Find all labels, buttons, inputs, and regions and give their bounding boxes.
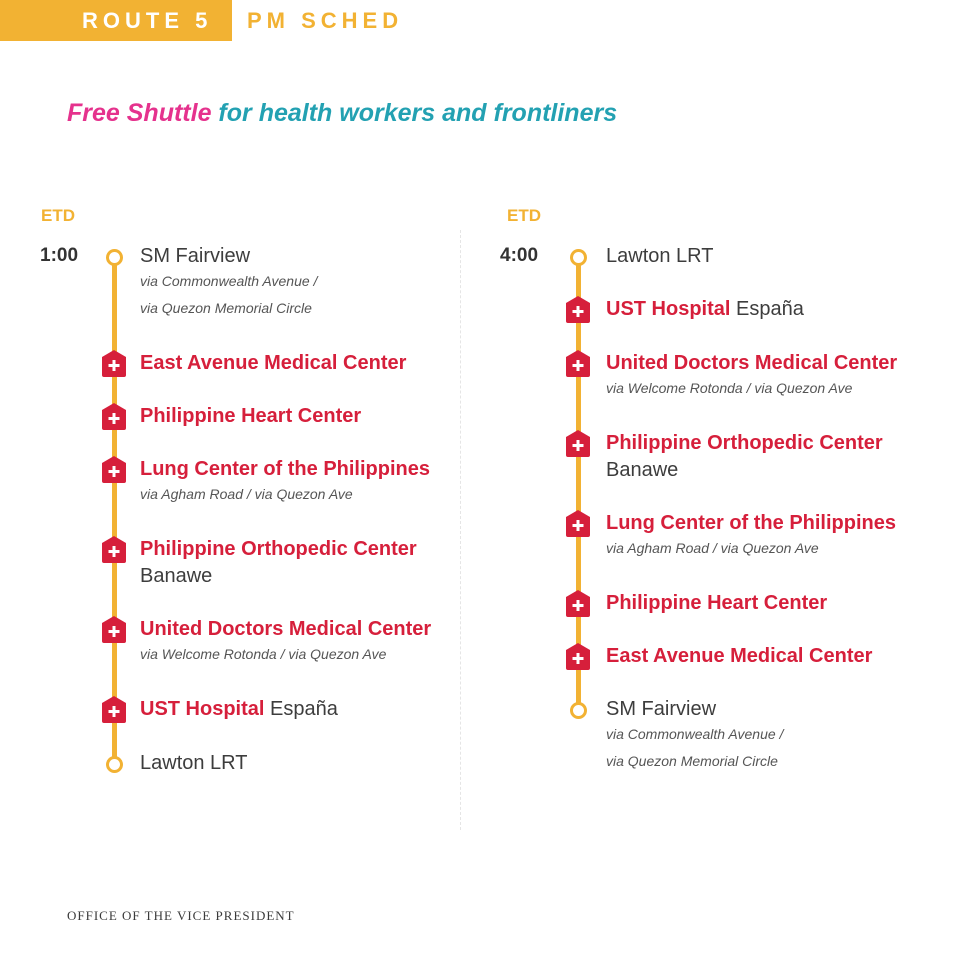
subtitle-rest: for health workers and frontliners (211, 99, 618, 127)
page-subtitle (67, 99, 617, 128)
hospital-name: UST Hospital (606, 298, 731, 320)
hospital-icon (566, 590, 590, 622)
schedule-label: PM SCHED (247, 7, 404, 33)
route-note: via Commonwealth Avenue / (606, 726, 784, 742)
route-note: via Welcome Rotonda / via Quezon Ave (140, 646, 387, 662)
stop-location: Banawe (140, 565, 213, 587)
route-note: via Agham Road / via Quezon Ave (606, 540, 819, 556)
stop-name-line (140, 404, 361, 428)
stop-name-line (606, 697, 783, 721)
hospital-name: East Avenue Medical Center (140, 352, 407, 374)
terminal-stop-icon (106, 249, 123, 266)
hospital-icon (566, 350, 590, 382)
hospital-icon (102, 456, 126, 488)
route-header (0, 0, 403, 41)
route-note: via Quezon Memorial Circle (140, 300, 312, 316)
stop-name-line (606, 297, 804, 321)
hospital-icon (102, 616, 126, 648)
stop-name-line (140, 751, 247, 775)
stop-name-line (606, 644, 872, 668)
stop-location: España (730, 298, 804, 320)
hospital-icon (102, 403, 126, 435)
hospital-name: Lung Center of the Philippines (140, 458, 430, 480)
hospital-icon (102, 696, 126, 728)
stop-item (140, 537, 417, 588)
stop-name-line (606, 511, 896, 535)
stop-name-line (606, 591, 827, 615)
stop-item (140, 404, 361, 428)
route-label: ROUTE 5 (0, 0, 232, 41)
station-name: Lawton LRT (140, 752, 248, 774)
stop-location: Banawe (606, 459, 679, 481)
stop-item (140, 457, 430, 505)
stop-item (606, 591, 827, 615)
stop-name-line (140, 537, 417, 561)
route-line (112, 257, 117, 764)
station-name: SM Fairview (140, 245, 251, 267)
column-divider (460, 230, 461, 830)
etd-label: ETD (41, 206, 75, 225)
stop-item (140, 617, 431, 665)
etd-label: ETD (507, 206, 541, 225)
stop-item (606, 644, 872, 668)
route-note: via Commonwealth Avenue / (140, 273, 318, 289)
stop-item (606, 351, 897, 399)
stop-name-line (140, 617, 431, 641)
departure-time: 4:00 (500, 245, 539, 266)
route-note: via Quezon Memorial Circle (606, 753, 778, 769)
subtitle-highlight: Free Shuttle (67, 99, 212, 127)
hospital-name: Lung Center of the Philippines (606, 512, 896, 534)
hospital-icon (566, 643, 590, 675)
hospital-icon (102, 350, 126, 382)
hospital-icon (566, 430, 590, 462)
hospital-icon (566, 510, 590, 542)
hospital-name: United Doctors Medical Center (140, 618, 432, 640)
departure-time: 1:00 (40, 245, 79, 266)
stop-name-line (606, 351, 897, 375)
route-note: via Agham Road / via Quezon Ave (140, 486, 353, 502)
stop-item (606, 697, 783, 775)
stop-name-line (606, 431, 883, 455)
route-note: via Welcome Rotonda / via Quezon Ave (606, 380, 853, 396)
hospital-name: Philippine Orthopedic Center (140, 538, 417, 560)
stop-item (606, 431, 883, 482)
stop-item (140, 244, 317, 322)
stop-item (606, 511, 896, 559)
footer-credit: OFFICE OF THE VICE PRESIDENT (67, 908, 295, 923)
stop-name-line (140, 244, 317, 268)
stop-name-line (140, 351, 406, 375)
hospital-name: Philippine Heart Center (606, 592, 828, 614)
station-name: SM Fairview (606, 698, 717, 720)
stop-name-line (606, 244, 713, 268)
hospital-name: UST Hospital (140, 698, 265, 720)
station-name: Lawton LRT (606, 245, 714, 267)
hospital-name: Philippine Heart Center (140, 405, 362, 427)
stop-location: España (264, 698, 338, 720)
stop-item (140, 751, 247, 775)
hospital-name: Philippine Orthopedic Center (606, 432, 883, 454)
terminal-stop-icon (570, 249, 587, 266)
hospital-icon (566, 296, 590, 328)
stop-item (606, 297, 804, 321)
stop-name-line (140, 697, 338, 721)
stop-item (606, 244, 713, 268)
hospital-name: United Doctors Medical Center (606, 352, 898, 374)
hospital-icon (102, 536, 126, 568)
terminal-stop-icon (106, 756, 123, 773)
stop-item (140, 351, 406, 375)
hospital-name: East Avenue Medical Center (606, 645, 873, 667)
stop-item (140, 697, 338, 721)
stop-name-line (140, 457, 430, 481)
terminal-stop-icon (570, 702, 587, 719)
